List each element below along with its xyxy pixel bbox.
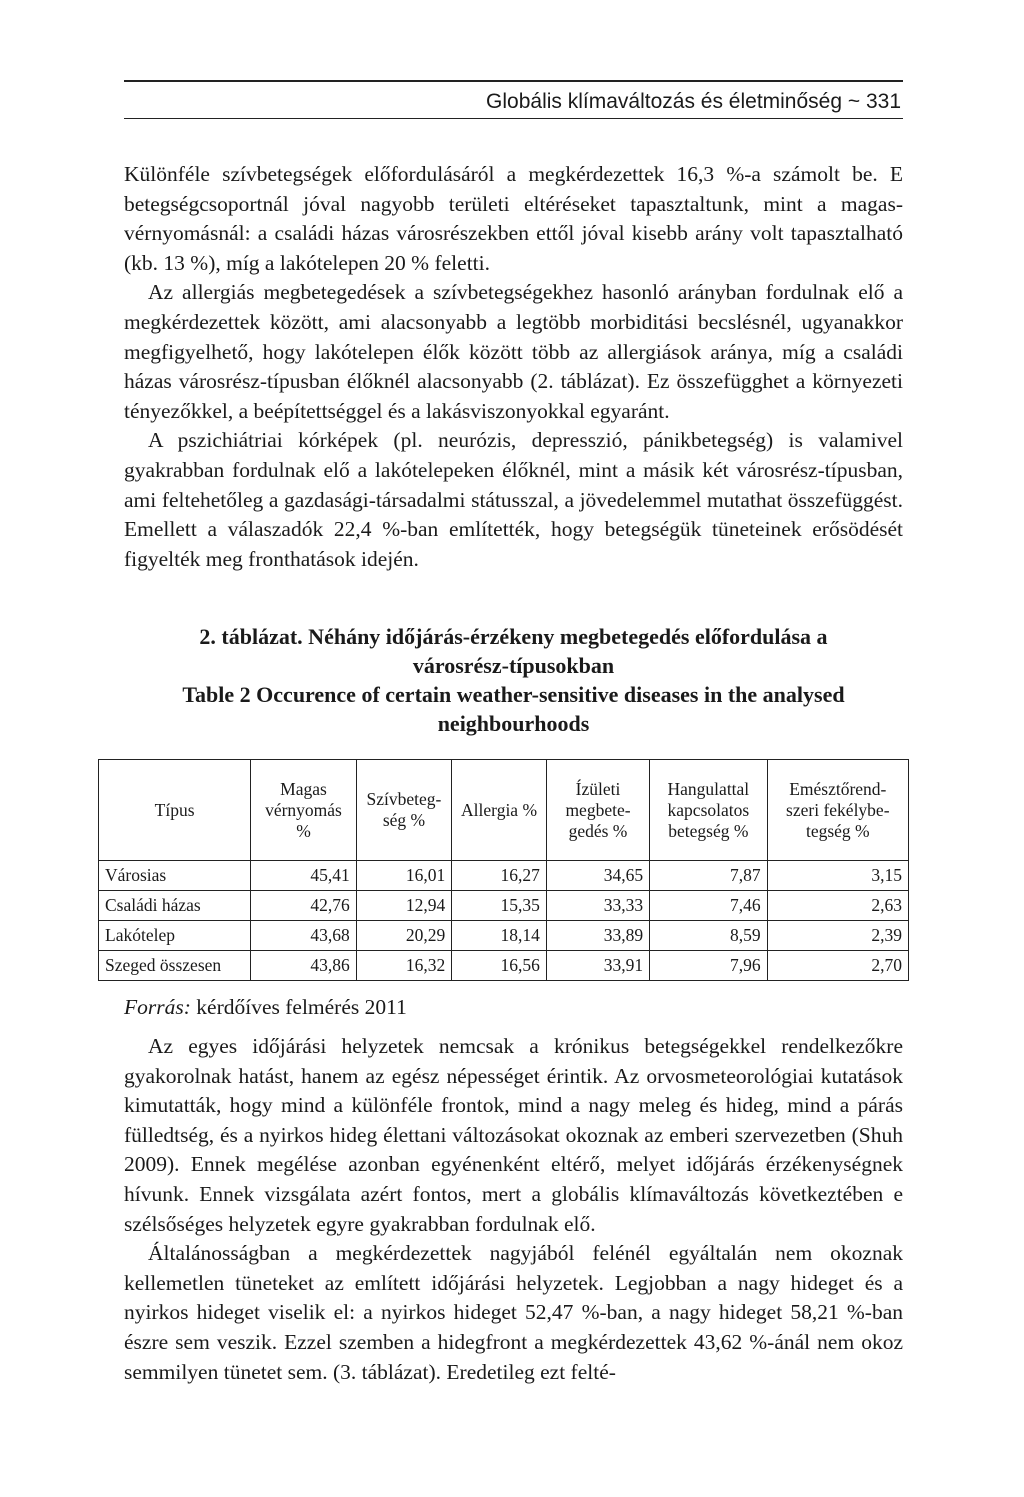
table-cell: 34,65 [546,861,649,891]
table-cell: 20,29 [356,921,452,951]
table-row [99,921,909,951]
caption-hu-line2: városrész-típusokban [412,653,615,678]
table-row [99,861,909,891]
table-cell: 2,39 [767,921,908,951]
table-source [124,995,407,1020]
table-row [99,951,909,981]
column-header: Allergia % [452,760,547,861]
table-cell: 3,15 [767,861,908,891]
table-cell: 2,63 [767,891,908,921]
table-cell: 43,68 [251,921,356,951]
running-header [124,80,903,119]
table-cell: 45,41 [251,861,356,891]
row-label: Városias [99,861,251,891]
column-header: Magas vérnyomás % [251,760,356,861]
table-cell: 33,33 [546,891,649,921]
table-row [99,891,909,921]
column-header: Ízületi megbete-gedés % [546,760,649,861]
table-cell: 16,56 [452,951,547,981]
source-label: Forrás: [124,995,191,1019]
column-header: Szívbeteg-ség % [356,760,452,861]
table-cell: 2,70 [767,951,908,981]
table-caption [124,622,903,738]
table-cell: 7,96 [650,951,767,981]
data-table [98,759,909,981]
column-header: Hangulattal kapcsolatos betegség % [650,760,767,861]
table-cell: 15,35 [452,891,547,921]
row-label: Családi házas [99,891,251,921]
table-cell: 12,94 [356,891,452,921]
table-cell: 16,27 [452,861,547,891]
paragraph: Általánosságban a megkérdezettek nagyjából felénél egyáltalán nem okoznak kellemetlen tüneteket az említett időjárási helyzetek. Legjobban a nagy hideget és a nyirkos hideget viselik el: a nyirkos hideget 52,47 %-ban, a nagy hideget 58,21 %-ban észre sem veszik. Ezzel szemben a hidegfront a megkérdezettek 43,62 %-ánál nem okoz semmilyen tünetet sem. (3. táblázat). Eredetileg ezt felté- [124,1241,903,1384]
table-cell: 16,32 [356,951,452,981]
table-cell: 7,87 [650,861,767,891]
paragraph: Különféle szívbetegségek előfordulásáról a megkérdezettek 16,3 %-a számolt be. E betegségcsoportnál jóval nagyobb területi eltéréseket tapasztaltunk, mint a magas-vérnyomásnál: a családi házas városrészekben ettől jóval kisebb arány volt tapasztalható (kb. 13 %), míg a lakótelepen 20 % feletti. [124,162,903,275]
table-cell: 43,86 [251,951,356,981]
body-text-bottom [124,1032,903,1387]
table-header-row [99,760,909,861]
source-text: kérdőíves felmérés 2011 [190,995,407,1019]
row-label: Lakótelep [99,921,251,951]
table-cell: 42,76 [251,891,356,921]
paragraph: Az allergiás megbetegedések a szívbetegségekhez hasonló arányban fordulnak elő a megkérdezettek között, ami alacsonyabb a legtöbb morbiditási becslésnél, ugyanakkor megfigyelhető, hogy lakótelepen élők között több az allergiások aránya, míg a családi házas városrész-típusban élőknél alacsonyabb (2. táblázat). Ez összefügghet a környezeti tényezőkkel, a beépítettséggel és a lakásviszonyokkal egyaránt. [124,280,903,423]
paragraph: Az egyes időjárási helyzetek nemcsak a krónikus betegségekkel rendelkezőkre gyakorolnak hatást, hanem az egész népességet érintik. Az orvosmeteorológiai kutatások kimutatták, hogy mind a különféle frontok, mind a nagy meleg és hideg, mind a párás fülledtség, és a nyirkos hideg élettani változásokat okoznak az emberi szervezetben (Shuh 2009). Ennek megélése azonban egyénenként eltérő, melyet időjárás érzékenységnek hívunk. Ennek vizsgálata azért fontos, mert a globális klímaváltozás következtében e szélsőséges helyzetek egyre gyakrabban fordulnak elő. [124,1034,903,1236]
table-cell: 8,59 [650,921,767,951]
table-cell: 16,01 [356,861,452,891]
column-header: Típus [99,760,251,861]
table-cell: 33,91 [546,951,649,981]
table-cell: 33,89 [546,921,649,951]
caption-hu-line1: 2. táblázat. Néhány időjárás-érzékeny megbetegedés előfordulása a [199,624,828,649]
table-cell: 7,46 [650,891,767,921]
caption-en-line1: Table 2 Occurence of certain weather-sensitive diseases in the analysed [182,682,845,707]
body-text-top [124,160,903,574]
table-cell: 18,14 [452,921,547,951]
column-header: Emésztőrend-szeri fekélybe-tegség % [767,760,908,861]
paragraph: A pszichiátriai kórképek (pl. neurózis, depresszió, pánikbetegség) is valamivel gyakrabban fordulnak elő a lakótelepeken élőknél, mint a másik két városrész-típusban, ami feltehetőleg a gazdasági-társadalmi státusszal, a jövedelemmel mutathat összefüggést. Emellett a válaszadók 22,4 %-ban említették, hogy betegségük tüneteinek erősödését figyelték meg fronthatások idején. [124,428,903,571]
running-title: Globális klímaváltozás és életminőség ~ 331 [486,90,901,113]
row-label: Szeged összesen [99,951,251,981]
caption-en-line2: neighbourhoods [437,711,590,736]
